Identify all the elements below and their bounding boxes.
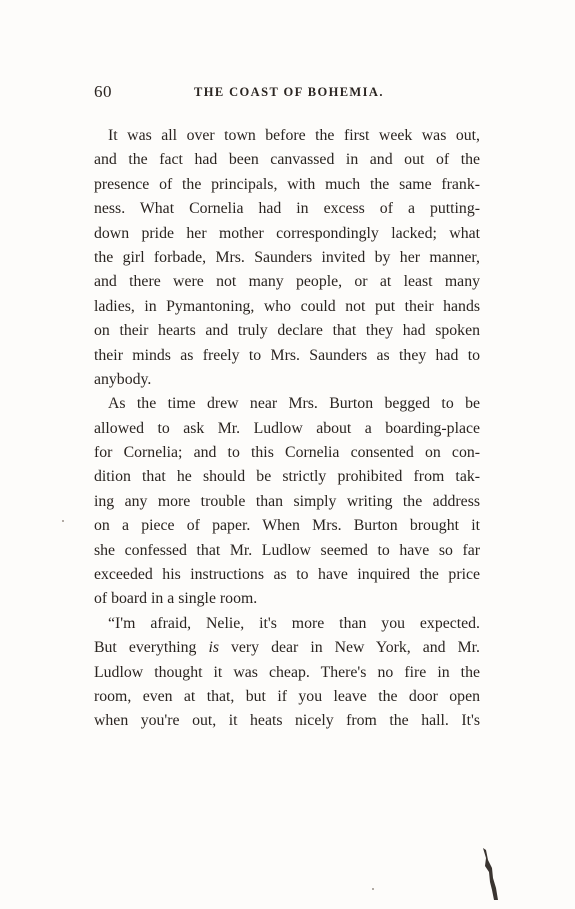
- ink-speck: [372, 888, 374, 890]
- text-line: As the time drew near Mrs. Burton begged to be: [108, 395, 480, 413]
- text-line: ing any more trouble than simply writing the address: [94, 492, 480, 510]
- text-line: for Cornelia; and to this Cornelia consented on con-: [94, 444, 480, 462]
- text-line: anybody.: [94, 370, 152, 388]
- text-line: “I'm afraid, Nelie, it's more than you expected.: [108, 614, 480, 632]
- text-line: she confessed that Mr. Ludlow seemed to have so far: [94, 541, 480, 559]
- text-line: Ludlow thought it was cheap. There's no fire in the: [94, 663, 480, 681]
- running-title: THE COAST OF BOHEMIA.: [194, 85, 384, 99]
- text-fragment: But everything: [94, 639, 209, 657]
- text-fragment: very dear in New York, and Mr.: [218, 639, 480, 657]
- text-line: on their hearts and truly declare that they had spoken: [94, 322, 480, 340]
- text-line: when you're out, it heats nicely from the hall. It's: [94, 712, 480, 730]
- text-line: their minds as freely to Mrs. Saunders as they had to: [94, 346, 480, 364]
- emphasis: is: [208, 639, 219, 657]
- text-line: allowed to ask Mr. Ludlow about a boarding-place: [94, 419, 480, 437]
- text-line: room, even at that, but if you leave the door open: [94, 687, 480, 705]
- text-line: It was all over town before the first week was out,: [108, 127, 480, 144]
- text-line: and there were not many people, or at least many: [94, 273, 480, 291]
- ink-speck: [62, 520, 64, 522]
- text-line: of board in a single room.: [94, 590, 258, 608]
- text-line: presence of the principals, with much the same frank-: [94, 175, 480, 193]
- text-line: down pride her mother correspondingly lacked; what: [94, 224, 480, 242]
- text-line: ness. What Cornelia had in excess of a putting-: [94, 200, 480, 218]
- text-line: the girl forbade, Mrs. Saunders invited by her manner,: [94, 248, 480, 266]
- page-edge-shadow: [480, 848, 500, 900]
- text-line: dition that he should be strictly prohibited from tak-: [94, 468, 480, 486]
- running-head: [94, 82, 480, 102]
- text-line: ladies, in Pymantoning, who could not put their hands: [94, 297, 480, 315]
- text-line: and the fact had been canvassed in and out of the: [94, 151, 480, 169]
- text-line: on a piece of paper. When Mrs. Burton brought it: [94, 517, 480, 535]
- page-number: 60: [94, 82, 112, 101]
- text-line: exceeded his instructions as to have inquired the price: [94, 566, 480, 584]
- body-text: [94, 124, 480, 734]
- text-line-with-emphasis: [94, 636, 480, 660]
